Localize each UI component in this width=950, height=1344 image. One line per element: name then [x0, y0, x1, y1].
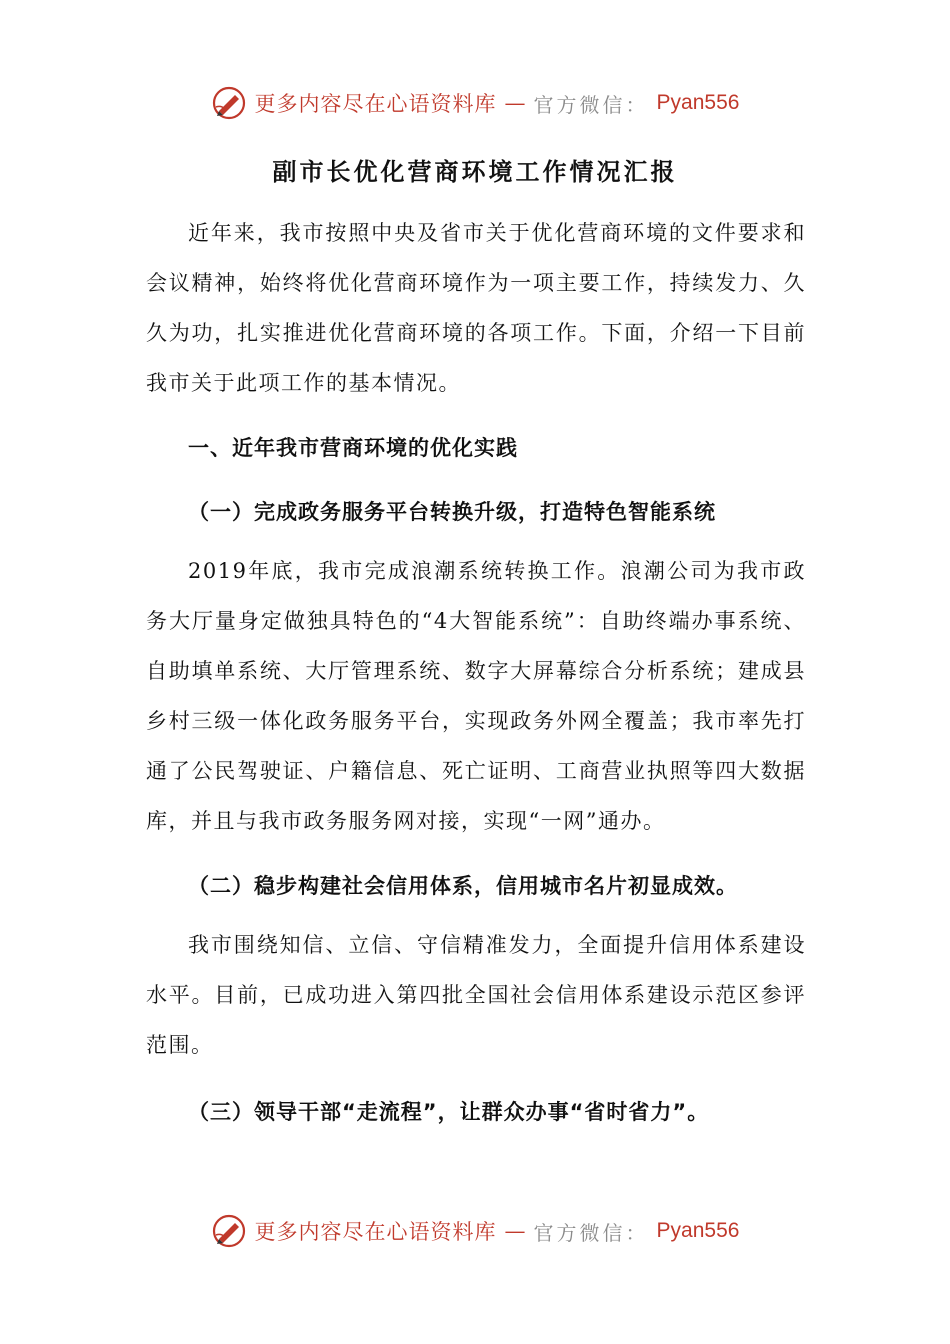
pen-logo-icon	[211, 85, 247, 121]
banner-label: 官方微信：	[533, 92, 649, 117]
banner-wechat-id: Pyan556	[656, 91, 740, 114]
header-banner	[0, 80, 950, 126]
footer-banner	[0, 1208, 950, 1254]
banner-main-text: 更多内容尽在心语资料库	[254, 1220, 497, 1244]
banner-dash: —	[504, 91, 526, 115]
section-heading-1: 一、近年我市营商环境的优化实践	[188, 436, 518, 460]
subsection-2-body: 我市围绕知信、立信、守信精准发力，全面提升信用体系建设水平。目前，已成功进入第四批全国社会信用体系建设示范区参评范围。	[146, 933, 806, 1057]
banner-main-text: 更多内容尽在心语资料库	[254, 92, 497, 116]
subsection-heading-3: （三）领导干部“走流程”，让群众办事“省时省力”。	[188, 1100, 710, 1124]
banner-wechat-id: Pyan556	[656, 1219, 740, 1242]
banner-dash: —	[504, 1219, 526, 1243]
intro-paragraph: 近年来，我市按照中央及省市关于优化营商环境的文件要求和会议精神，始终将优化营商环境作为一项主要工作，持续发力、久久为功，扎实推进优化营商环境的各项工作。下面，介绍一下目前我市关于此项工作的基本情况。	[146, 221, 806, 395]
subsection-heading-2: （二）稳步构建社会信用体系，信用城市名片初显成效。	[188, 874, 738, 898]
pen-logo-icon	[211, 1213, 247, 1249]
banner-label: 官方微信：	[533, 1220, 649, 1245]
document-title: 副市长优化营商环境工作情况汇报	[272, 158, 678, 186]
subsection-heading-1: （一）完成政务服务平台转换升级，打造特色智能系统	[188, 500, 716, 524]
subsection-1-body: 2019年底，我市完成浪潮系统转换工作。浪潮公司为我市政务大厅量身定做独具特色的“4大智能系统”：自助终端办事系统、自助填单系统、大厅管理系统、数字大屏幕综合分析系统；建成县乡村三级一体化政务服务平台，实现政务外网全覆盖；我市率先打通了公民驾驶证、户籍信息、死亡证明、工商营业执照等四大数据库，并且与我市政务服务网对接，实现“一网”通办。	[146, 559, 806, 833]
